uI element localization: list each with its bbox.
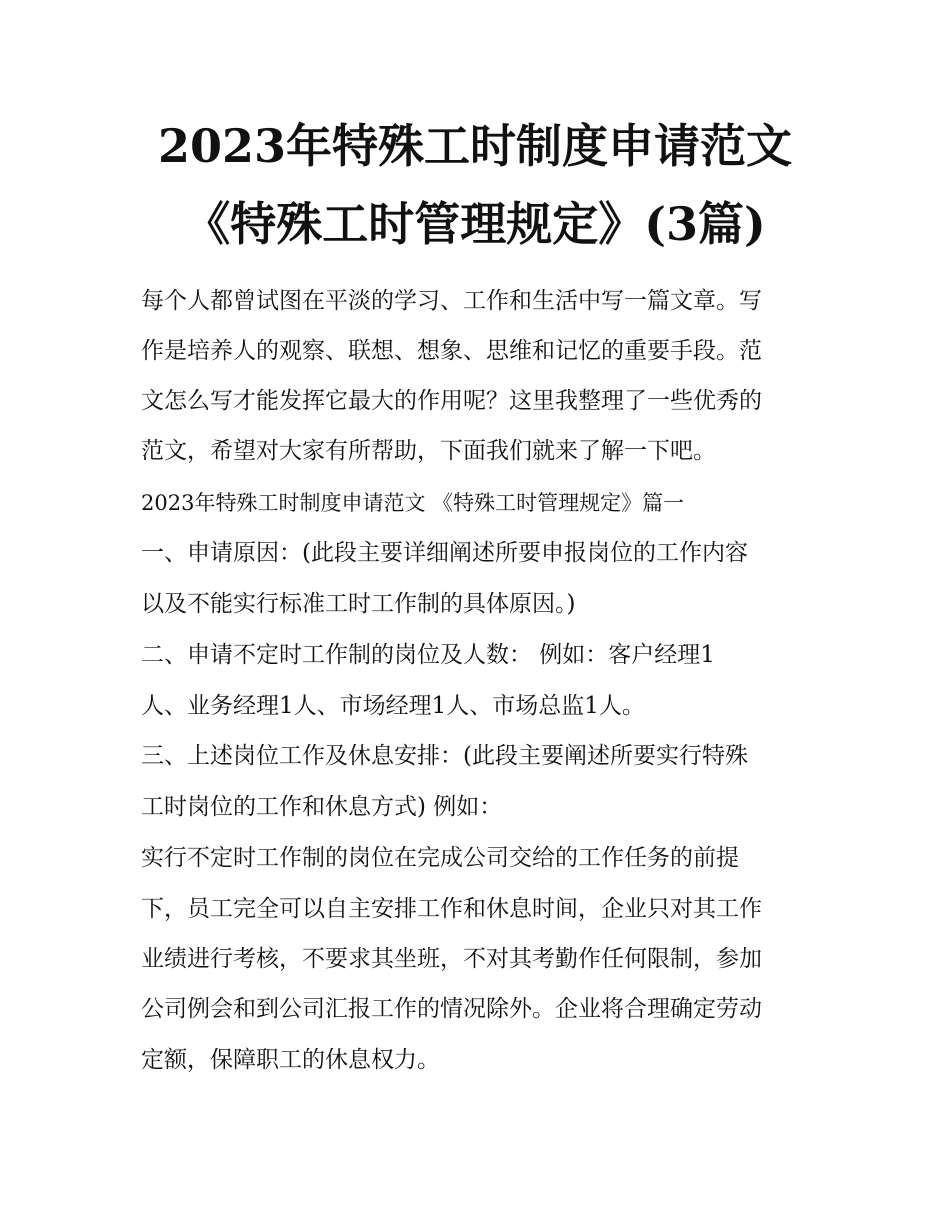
document-title-line-2: 《特殊工时管理规定》(3篇) [184,197,766,251]
paragraph-line: 定额，保障职工的休息权力。 [141,1047,440,1073]
paragraph-line: 业绩进行考核，不要求其坐班，不对其考勤作任何限制，参加 [141,946,762,972]
paragraph-line: 范文，希望对大家有所帮助，下面我们就来了解一下吧。 [141,438,716,464]
section-heading-line: 2023年特殊工时制度申请范文 《特殊工时管理规定》篇一 [141,491,685,515]
paragraph-line: 一、申请原因：(此段主要详细阐述所要申报岗位的工作内容 [141,540,748,566]
paragraph-line: 人、业务经理1人、市场经理1人、市场总监1人。 [141,693,645,719]
document-title-line-1: 2023年特殊工时制度申请范文 [157,119,793,173]
paragraph-line: 下，员工完全可以自主安排工作和休息时间，企业只对其工作 [141,896,762,922]
paragraph-line: 以及不能实行标准工时工作制的具体原因。) [141,591,576,617]
paragraph-line: 作是培养人的观察、联想、想象、思维和记忆的重要手段。范 [141,338,762,364]
paragraph-line: 公司例会和到公司汇报工作的情况除外。企业将合理确定劳动 [141,996,762,1022]
paragraph-line: 实行不定时工作制的岗位在完成公司交给的工作任务的前提 [141,845,739,871]
paragraph-line: 工时岗位的工作和休息方式) 例如： [141,794,503,820]
paragraph-line: 每个人都曾试图在平淡的学习、工作和生活中写一篇文章。写 [141,288,762,314]
paragraph-line: 文怎么写才能发挥它最大的作用呢？这里我整理了一些优秀的 [141,388,762,414]
paragraph-line: 二、申请不定时工作制的岗位及人数： 例如：客户经理1 [141,642,715,668]
paragraph-line: 三、上述岗位工作及休息安排：(此段主要阐述所要实行特殊 [141,743,748,769]
